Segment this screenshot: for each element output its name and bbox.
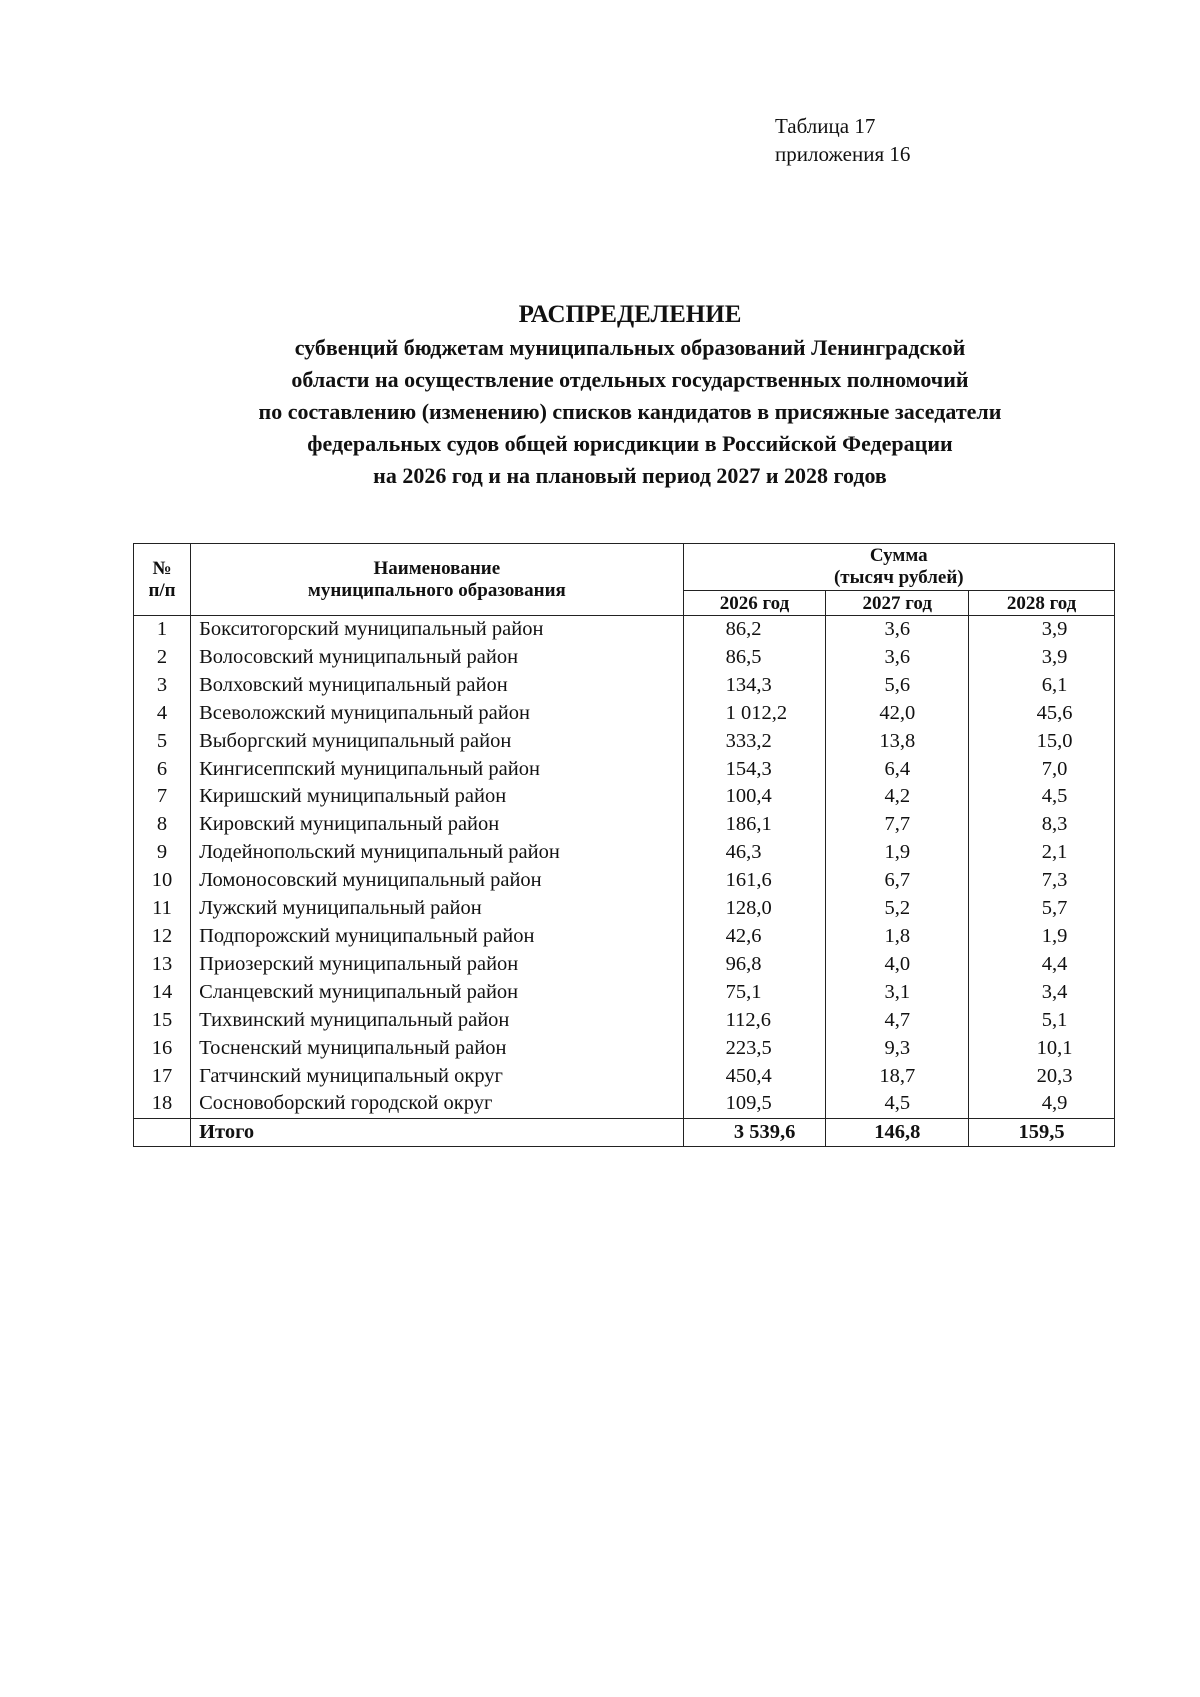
- table-row: [134, 867, 1115, 895]
- table-row: [134, 895, 1115, 923]
- amount-2028: 7,0: [969, 756, 1115, 784]
- title-line-2: области на осуществление отдельных государственных полномочий: [291, 367, 969, 392]
- table-row: [134, 951, 1115, 979]
- amount-2027: 5,2: [826, 895, 969, 923]
- municipality-name: Гатчинский муниципальный округ: [191, 1063, 684, 1091]
- table-row: [134, 811, 1115, 839]
- amount-2026: 333,2: [683, 728, 826, 756]
- amount-2026: 96,8: [683, 951, 826, 979]
- municipality-name: Сосновоборский городской округ: [191, 1090, 684, 1118]
- table-row: [134, 923, 1115, 951]
- amount-2027: 13,8: [826, 728, 969, 756]
- municipality-name: Киришский муниципальный район: [191, 783, 684, 811]
- row-number: 8: [134, 811, 191, 839]
- amount-2026: 223,5: [683, 1035, 826, 1063]
- amount-2028: 3,9: [969, 616, 1115, 644]
- total-label: Итого: [191, 1119, 684, 1147]
- table-row: [134, 839, 1115, 867]
- amount-2027: 1,9: [826, 839, 969, 867]
- table-number: Таблица 17: [775, 114, 876, 138]
- table-row: [134, 700, 1115, 728]
- appendix-number: приложения 16: [775, 142, 911, 166]
- table-row: [134, 728, 1115, 756]
- amount-2026: 134,3: [683, 672, 826, 700]
- row-number: 10: [134, 867, 191, 895]
- table-row: [134, 672, 1115, 700]
- municipality-name: Подпорожский муниципальный район: [191, 923, 684, 951]
- municipality-name: Приозерский муниципальный район: [191, 951, 684, 979]
- municipality-name: Ломоносовский муниципальный район: [191, 867, 684, 895]
- table-header: [134, 544, 1115, 616]
- header-year-2028: 2028 год: [969, 591, 1115, 616]
- amount-2027: 3,6: [826, 616, 969, 644]
- total-2027: 146,8: [826, 1119, 969, 1147]
- amount-2028: 7,3: [969, 867, 1115, 895]
- amount-2026: 1 012,2: [683, 700, 826, 728]
- row-number: 12: [134, 923, 191, 951]
- amount-2027: 3,6: [826, 644, 969, 672]
- amount-2028: 45,6: [969, 700, 1115, 728]
- row-number: 2: [134, 644, 191, 672]
- table-row: [134, 783, 1115, 811]
- amount-2026: 161,6: [683, 867, 826, 895]
- header-year-2027: 2027 год: [826, 591, 969, 616]
- amount-2028: 5,7: [969, 895, 1115, 923]
- title-line-1: субвенций бюджетам муниципальных образований Ленинградской: [294, 335, 966, 360]
- municipality-name: Тихвинский муниципальный район: [191, 1007, 684, 1035]
- amount-2028: 1,9: [969, 923, 1115, 951]
- header-year-2026: 2026 год: [683, 591, 826, 616]
- amount-2028: 3,4: [969, 979, 1115, 1007]
- municipality-name: Выборгский муниципальный район: [191, 728, 684, 756]
- amount-2026: 109,5: [683, 1090, 826, 1118]
- amount-2026: 86,2: [683, 616, 826, 644]
- municipality-name: Тосненский муниципальный район: [191, 1035, 684, 1063]
- row-number: 4: [134, 700, 191, 728]
- amount-2028: 4,9: [969, 1090, 1115, 1118]
- amount-2027: 4,7: [826, 1007, 969, 1035]
- title-line-3: по составлению (изменению) списков кандидатов в присяжные заседатели: [258, 399, 1002, 424]
- row-number: 13: [134, 951, 191, 979]
- amount-2027: 7,7: [826, 811, 969, 839]
- title-line-4: федеральных судов общей юрисдикции в Российской Федерации: [307, 431, 953, 456]
- row-number: 5: [134, 728, 191, 756]
- amount-2027: 4,2: [826, 783, 969, 811]
- amount-2027: 6,7: [826, 867, 969, 895]
- amount-2028: 6,1: [969, 672, 1115, 700]
- amount-2028: 20,3: [969, 1063, 1115, 1091]
- amount-2026: 112,6: [683, 1007, 826, 1035]
- table-row: [134, 756, 1115, 784]
- amount-2026: 128,0: [683, 895, 826, 923]
- row-number: 18: [134, 1090, 191, 1118]
- table-row: [134, 1090, 1115, 1118]
- table-row: [134, 979, 1115, 1007]
- table-row: [134, 1007, 1115, 1035]
- municipality-name: Лужский муниципальный район: [191, 895, 684, 923]
- table-reference: [775, 112, 910, 168]
- amount-2027: 42,0: [826, 700, 969, 728]
- municipality-name: Волосовский муниципальный район: [191, 644, 684, 672]
- amount-2028: 4,4: [969, 951, 1115, 979]
- municipality-name: Лодейнопольский муниципальный район: [191, 839, 684, 867]
- document-title: [130, 298, 1130, 492]
- amount-2027: 9,3: [826, 1035, 969, 1063]
- amount-2026: 186,1: [683, 811, 826, 839]
- amount-2028: 8,3: [969, 811, 1115, 839]
- amount-2027: 6,4: [826, 756, 969, 784]
- row-number: 1: [134, 616, 191, 644]
- amount-2028: 10,1: [969, 1035, 1115, 1063]
- amount-2026: 46,3: [683, 839, 826, 867]
- municipality-name: Кировский муниципальный район: [191, 811, 684, 839]
- row-number: 14: [134, 979, 191, 1007]
- amount-2027: 4,0: [826, 951, 969, 979]
- row-number: 16: [134, 1035, 191, 1063]
- row-number: 17: [134, 1063, 191, 1091]
- title-main: РАСПРЕДЕЛЕНИЕ: [518, 301, 742, 328]
- row-number: 6: [134, 756, 191, 784]
- header-number: № п/п: [134, 544, 191, 616]
- municipality-name: Всеволожский муниципальный район: [191, 700, 684, 728]
- amount-2027: 18,7: [826, 1063, 969, 1091]
- municipality-name: Бокситогорский муниципальный район: [191, 616, 684, 644]
- amount-2028: 15,0: [969, 728, 1115, 756]
- amount-2028: 4,5: [969, 783, 1115, 811]
- municipality-name: Кингисеппский муниципальный район: [191, 756, 684, 784]
- header-sum: Сумма (тысяч рублей): [683, 544, 1114, 591]
- table-row: [134, 644, 1115, 672]
- amount-2027: 4,5: [826, 1090, 969, 1118]
- table-row: [134, 1063, 1115, 1091]
- table-row: [134, 1035, 1115, 1063]
- amount-2027: 1,8: [826, 923, 969, 951]
- table-body: [134, 616, 1115, 1119]
- row-number: 9: [134, 839, 191, 867]
- total-2028: 159,5: [969, 1119, 1115, 1147]
- total-2026: 3 539,6: [683, 1119, 826, 1147]
- amount-2028: 3,9: [969, 644, 1115, 672]
- total-row: [134, 1119, 1115, 1147]
- amount-2028: 5,1: [969, 1007, 1115, 1035]
- row-number: 3: [134, 672, 191, 700]
- municipality-name: Волховский муниципальный район: [191, 672, 684, 700]
- amount-2027: 3,1: [826, 979, 969, 1007]
- total-num-cell: [134, 1119, 191, 1147]
- row-number: 11: [134, 895, 191, 923]
- amount-2026: 154,3: [683, 756, 826, 784]
- amount-2026: 100,4: [683, 783, 826, 811]
- table-row: [134, 616, 1115, 644]
- amount-2026: 450,4: [683, 1063, 826, 1091]
- header-name: Наименование муниципального образования: [191, 544, 684, 616]
- amount-2026: 86,5: [683, 644, 826, 672]
- amount-2028: 2,1: [969, 839, 1115, 867]
- amount-2026: 75,1: [683, 979, 826, 1007]
- distribution-table: [133, 543, 1115, 1147]
- municipality-name: Сланцевский муниципальный район: [191, 979, 684, 1007]
- amount-2027: 5,6: [826, 672, 969, 700]
- row-number: 7: [134, 783, 191, 811]
- row-number: 15: [134, 1007, 191, 1035]
- title-line-5: на 2026 год и на плановый период 2027 и 2028 годов: [373, 463, 887, 488]
- amount-2026: 42,6: [683, 923, 826, 951]
